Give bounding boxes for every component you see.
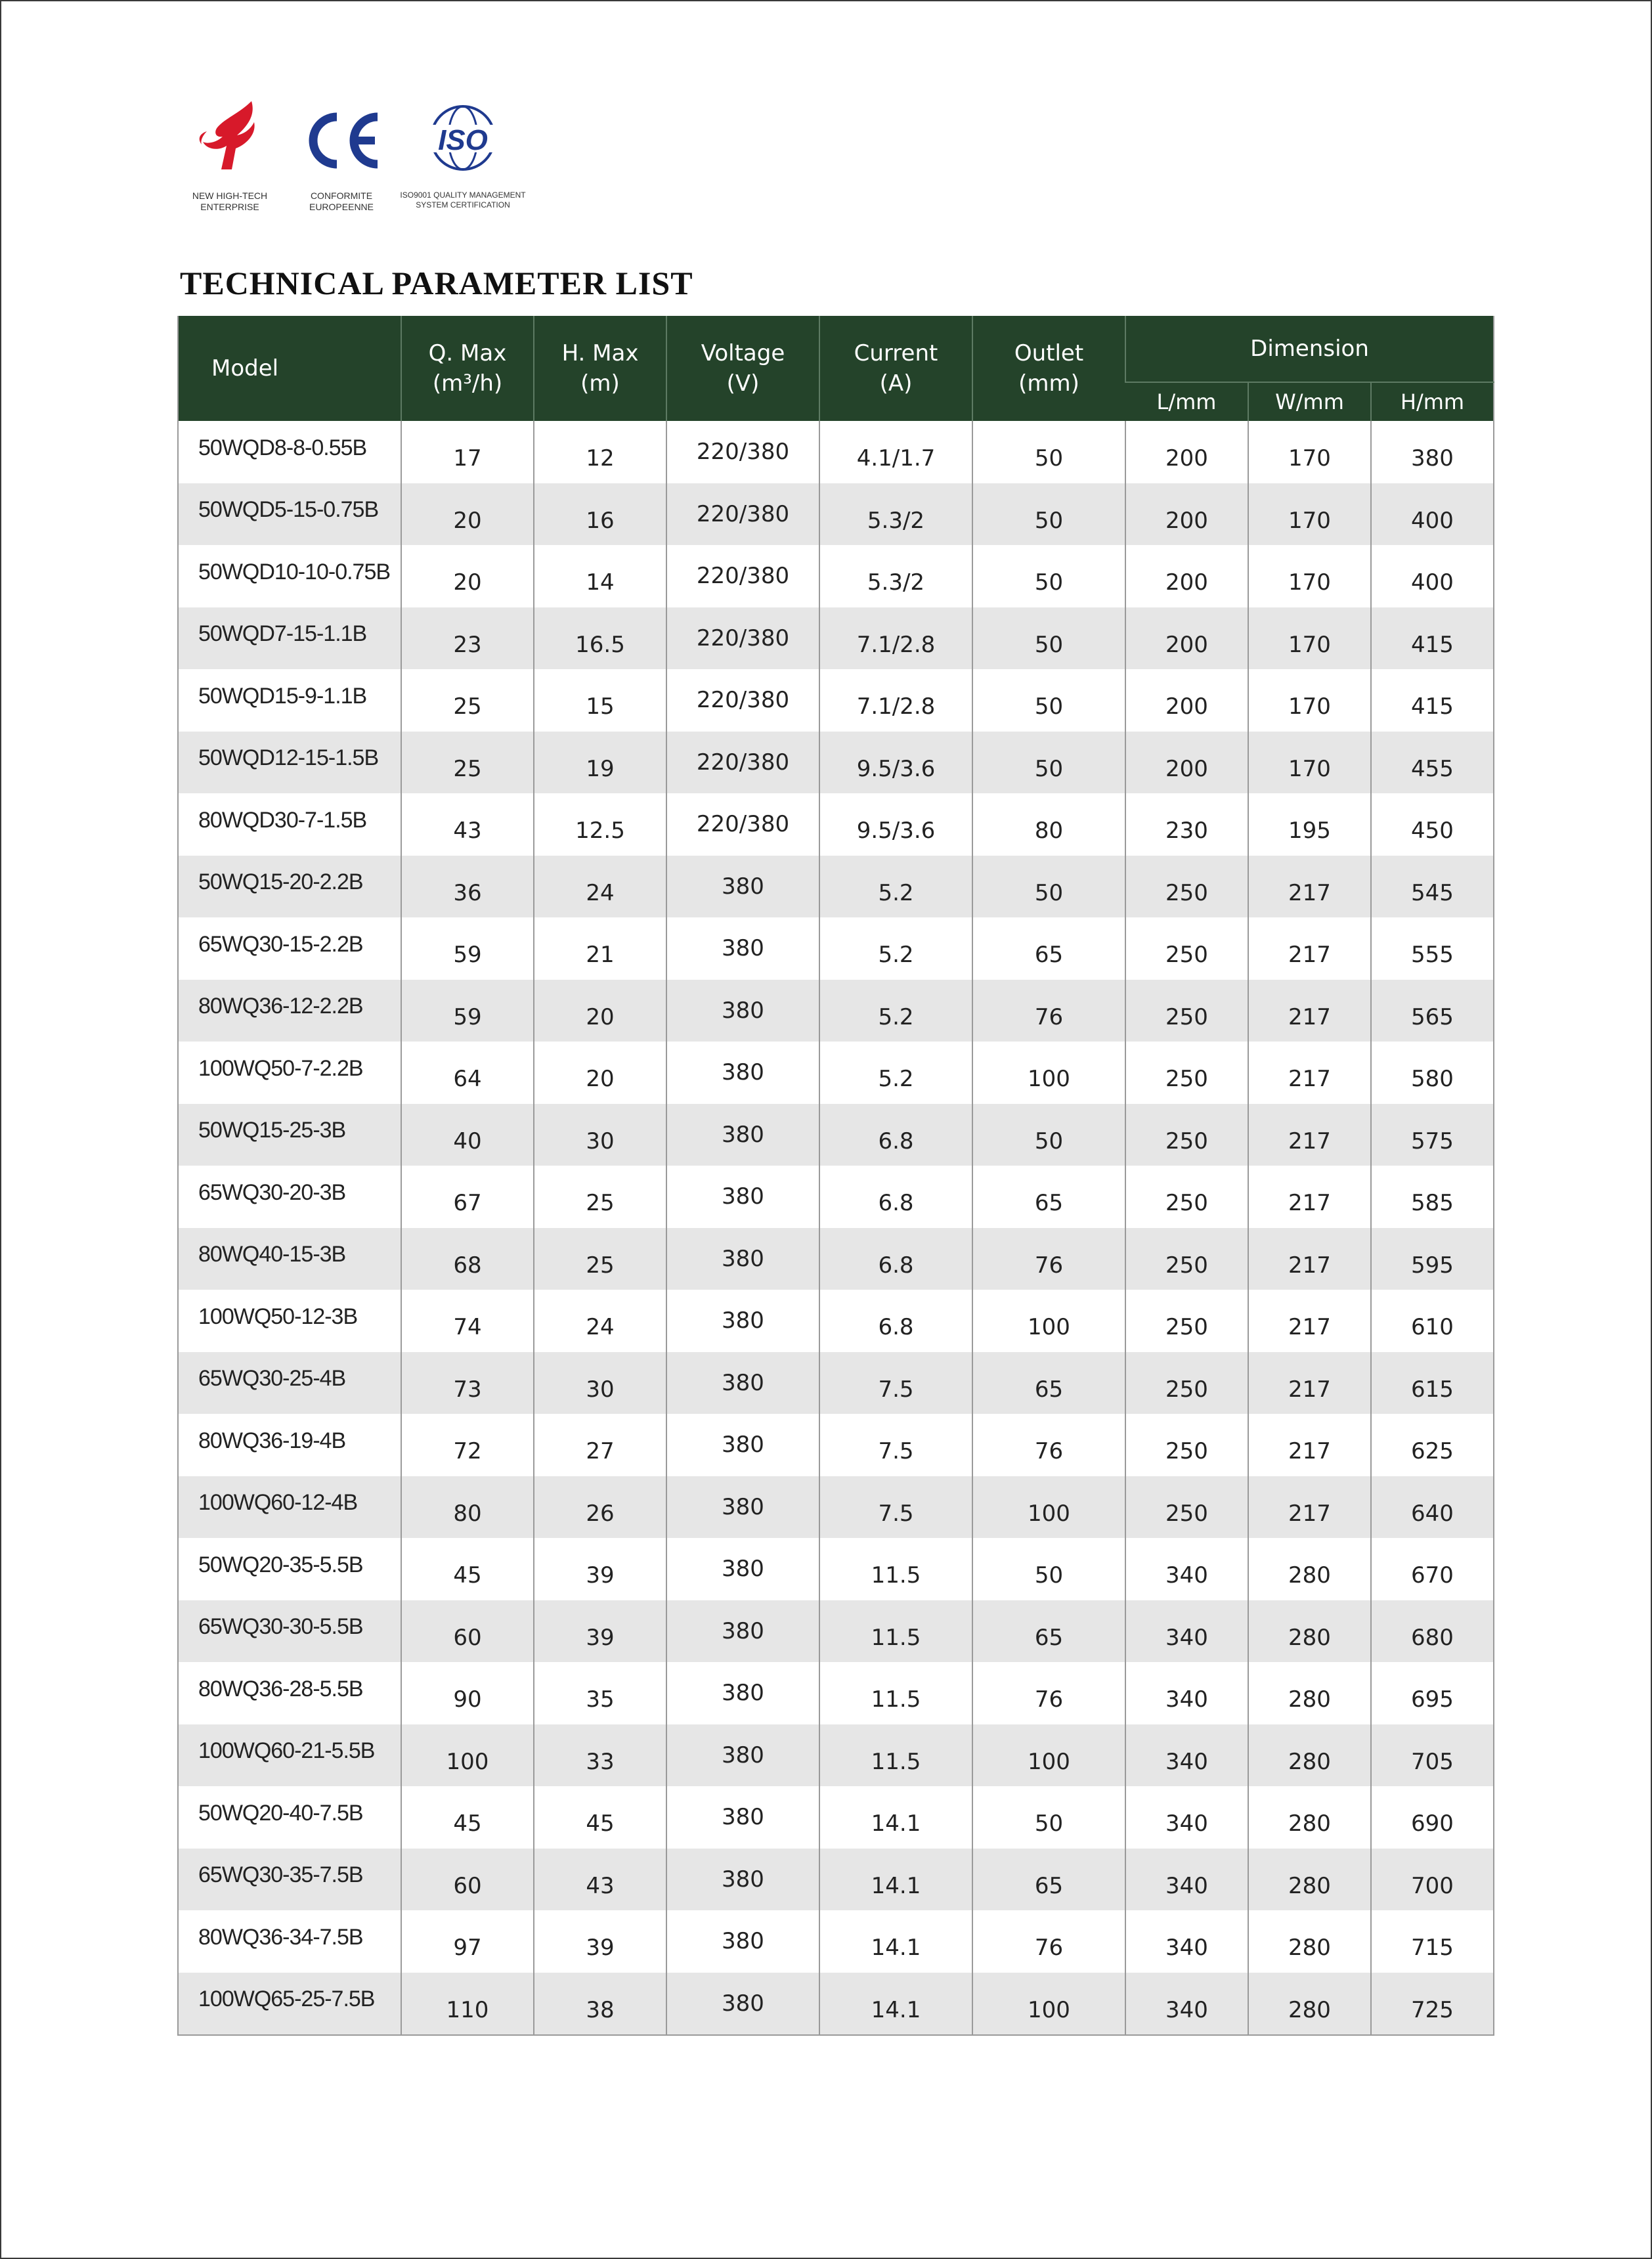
outlet-cell: 50 (972, 1786, 1125, 1849)
dim-h-cell: 625 (1371, 1414, 1494, 1476)
dim-h-cell: 615 (1371, 1352, 1494, 1415)
dim-h-cell: 640 (1371, 1476, 1494, 1539)
table-row (178, 793, 1494, 856)
dim-w-cell: 217 (1248, 1290, 1371, 1352)
table-row (178, 1166, 1494, 1228)
model-cell: 100WQ60-21-5.5B (198, 1738, 375, 1764)
dim-l-cell: 250 (1125, 1352, 1248, 1415)
voltage-cell: 220/380 (666, 545, 819, 607)
dim-l-cell: 250 (1125, 1414, 1248, 1476)
dim-h-cell: 545 (1371, 856, 1494, 918)
dim-l-cell: 340 (1125, 1662, 1248, 1724)
hmax-cell: 15 (534, 669, 666, 732)
header-qmax: Q. Max (m³/h) (401, 316, 534, 421)
hmax-cell: 35 (534, 1662, 666, 1724)
header-dim-l: L/mm (1125, 382, 1248, 421)
model-cell: 80WQ36-28-5.5B (198, 1676, 363, 1701)
voltage-cell: 380 (666, 1600, 819, 1663)
model-cell: 100WQ50-7-2.2B (198, 1055, 363, 1081)
dim-w-cell: 217 (1248, 1042, 1371, 1104)
dim-w-cell: 170 (1248, 483, 1371, 546)
dim-h-cell: 705 (1371, 1724, 1494, 1787)
qmax-cell: 59 (401, 917, 534, 980)
qmax-cell: 64 (401, 1042, 534, 1104)
current-cell: 14.1 (819, 1973, 972, 2036)
qmax-cell: 60 (401, 1849, 534, 1911)
hmax-cell: 20 (534, 980, 666, 1042)
qmax-cell: 60 (401, 1600, 534, 1663)
hmax-cell: 16 (534, 483, 666, 546)
new-high-tech-caption: NEW HIGH-TECH ENTERPRISE (192, 190, 268, 212)
header-dimension: Dimension (1125, 316, 1494, 382)
table-row (178, 1849, 1494, 1911)
voltage-cell: 380 (666, 1352, 819, 1415)
model-cell: 80WQ36-34-7.5B (198, 1924, 363, 1950)
dim-l-cell: 230 (1125, 793, 1248, 856)
voltage-cell: 380 (666, 980, 819, 1042)
voltage-cell: 380 (666, 1724, 819, 1787)
dim-h-cell: 400 (1371, 483, 1494, 546)
model-cell: 65WQ30-35-7.5B (198, 1862, 363, 1888)
new-high-tech-logo-icon (194, 99, 266, 184)
outlet-cell: 100 (972, 1290, 1125, 1352)
qmax-cell: 73 (401, 1352, 534, 1415)
voltage-cell: 220/380 (666, 421, 819, 483)
outlet-cell: 50 (972, 669, 1125, 732)
dim-h-cell: 690 (1371, 1786, 1494, 1849)
dim-w-cell: 170 (1248, 607, 1371, 670)
dim-h-cell: 585 (1371, 1166, 1494, 1228)
hmax-cell: 30 (534, 1104, 666, 1166)
dim-w-cell: 217 (1248, 1166, 1371, 1228)
dim-l-cell: 200 (1125, 421, 1248, 483)
dim-l-cell: 200 (1125, 669, 1248, 732)
table-row (178, 1290, 1494, 1352)
model-cell: 50WQ15-20-2.2B (198, 869, 363, 895)
qmax-cell: 45 (401, 1786, 534, 1849)
dim-l-cell: 340 (1125, 1538, 1248, 1600)
qmax-cell: 80 (401, 1476, 534, 1539)
dim-w-cell: 217 (1248, 917, 1371, 980)
dim-w-cell: 170 (1248, 421, 1371, 483)
qmax-cell: 17 (401, 421, 534, 483)
table-row (178, 1600, 1494, 1663)
qmax-cell: 25 (401, 669, 534, 732)
voltage-cell: 380 (666, 1786, 819, 1849)
dim-w-cell: 217 (1248, 1414, 1371, 1476)
voltage-cell: 220/380 (666, 607, 819, 670)
svg-text:ISO: ISO (438, 124, 488, 156)
current-cell: 5.2 (819, 1042, 972, 1104)
hmax-cell: 12.5 (534, 793, 666, 856)
voltage-cell: 380 (666, 1973, 819, 2036)
current-cell: 7.1/2.8 (819, 669, 972, 732)
hmax-cell: 14 (534, 545, 666, 607)
voltage-cell: 380 (666, 1166, 819, 1228)
voltage-cell: 380 (666, 1476, 819, 1539)
current-cell: 5.2 (819, 980, 972, 1042)
current-cell: 7.5 (819, 1352, 972, 1415)
table-row (178, 1724, 1494, 1787)
outlet-cell: 65 (972, 1600, 1125, 1663)
model-cell: 50WQD5-15-0.75B (198, 497, 379, 523)
dim-l-cell: 250 (1125, 1228, 1248, 1290)
qmax-cell: 74 (401, 1290, 534, 1352)
header-dim-w: W/mm (1248, 382, 1371, 421)
dim-w-cell: 170 (1248, 732, 1371, 794)
iso-caption: ISO9001 QUALITY MANAGEMENT SYSTEM CERTIFICATION (400, 190, 526, 209)
voltage-cell: 220/380 (666, 793, 819, 856)
voltage-cell: 380 (666, 1104, 819, 1166)
qmax-cell: 40 (401, 1104, 534, 1166)
voltage-cell: 380 (666, 917, 819, 980)
voltage-cell: 380 (666, 1849, 819, 1911)
voltage-cell: 380 (666, 1538, 819, 1600)
table-row (178, 732, 1494, 794)
model-cell: 50WQ20-40-7.5B (198, 1800, 363, 1826)
voltage-cell: 380 (666, 1290, 819, 1352)
hmax-cell: 24 (534, 1290, 666, 1352)
dim-l-cell: 340 (1125, 1849, 1248, 1911)
table-body (178, 421, 1494, 2035)
dim-h-cell: 380 (1371, 421, 1494, 483)
hmax-cell: 19 (534, 732, 666, 794)
model-cell: 100WQ65-25-7.5B (198, 1986, 375, 2012)
model-cell: 50WQD15-9-1.1B (198, 683, 367, 709)
qmax-cell: 36 (401, 856, 534, 918)
current-cell: 7.1/2.8 (819, 607, 972, 670)
dim-h-cell: 400 (1371, 545, 1494, 607)
model-cell: 50WQD10-10-0.75B (198, 559, 391, 584)
outlet-cell: 76 (972, 1662, 1125, 1724)
dim-h-cell: 455 (1371, 732, 1494, 794)
outlet-cell: 65 (972, 1352, 1125, 1415)
qmax-cell: 68 (401, 1228, 534, 1290)
dim-l-cell: 250 (1125, 980, 1248, 1042)
dim-h-cell: 610 (1371, 1290, 1494, 1352)
current-cell: 5.3/2 (819, 483, 972, 546)
dim-w-cell: 280 (1248, 1973, 1371, 2036)
outlet-cell: 50 (972, 1104, 1125, 1166)
table-header-row (178, 316, 1494, 382)
dim-h-cell: 695 (1371, 1662, 1494, 1724)
current-cell: 5.2 (819, 917, 972, 980)
certification-logos (177, 99, 545, 230)
dim-w-cell: 217 (1248, 1104, 1371, 1166)
outlet-cell: 50 (972, 732, 1125, 794)
hmax-cell: 24 (534, 856, 666, 918)
outlet-cell: 50 (972, 421, 1125, 483)
table-row (178, 1786, 1494, 1849)
model-cell: 50WQD12-15-1.5B (198, 745, 379, 771)
dim-w-cell: 280 (1248, 1724, 1371, 1787)
dim-w-cell: 280 (1248, 1662, 1371, 1724)
dim-l-cell: 200 (1125, 483, 1248, 546)
dim-l-cell: 250 (1125, 856, 1248, 918)
dim-h-cell: 595 (1371, 1228, 1494, 1290)
table-row (178, 1973, 1494, 2036)
dim-w-cell: 280 (1248, 1786, 1371, 1849)
dim-w-cell: 217 (1248, 1476, 1371, 1539)
model-cell: 50WQD8-8-0.55B (198, 435, 367, 460)
model-cell: 65WQ30-15-2.2B (198, 931, 363, 957)
model-cell: 65WQ30-25-4B (198, 1366, 346, 1392)
table-row (178, 421, 1494, 483)
dim-l-cell: 250 (1125, 1476, 1248, 1539)
current-cell: 11.5 (819, 1538, 972, 1600)
table-row (178, 1538, 1494, 1600)
dim-l-cell: 250 (1125, 1042, 1248, 1104)
model-cell: 100WQ50-12-3B (198, 1304, 358, 1329)
hmax-cell: 20 (534, 1042, 666, 1104)
voltage-cell: 380 (666, 1414, 819, 1476)
qmax-cell: 45 (401, 1538, 534, 1600)
voltage-cell: 380 (666, 1228, 819, 1290)
header-dim-h: H/mm (1371, 382, 1494, 421)
dim-w-cell: 280 (1248, 1538, 1371, 1600)
voltage-cell: 380 (666, 1910, 819, 1973)
hmax-cell: 30 (534, 1352, 666, 1415)
voltage-cell: 380 (666, 1662, 819, 1724)
hmax-cell: 21 (534, 917, 666, 980)
dim-l-cell: 250 (1125, 1166, 1248, 1228)
table-row (178, 1104, 1494, 1166)
outlet-cell: 100 (972, 1476, 1125, 1539)
outlet-cell: 50 (972, 483, 1125, 546)
dim-h-cell: 700 (1371, 1849, 1494, 1911)
current-cell: 14.1 (819, 1910, 972, 1973)
model-cell: 65WQ30-30-5.5B (198, 1614, 363, 1640)
outlet-cell: 50 (972, 545, 1125, 607)
table-row (178, 1910, 1494, 1973)
current-cell: 7.5 (819, 1414, 972, 1476)
current-cell: 5.2 (819, 856, 972, 918)
qmax-cell: 100 (401, 1724, 534, 1787)
hmax-cell: 26 (534, 1476, 666, 1539)
outlet-cell: 100 (972, 1724, 1125, 1787)
hmax-cell: 45 (534, 1786, 666, 1849)
table-row (178, 1228, 1494, 1290)
current-cell: 4.1/1.7 (819, 421, 972, 483)
dim-h-cell: 715 (1371, 1910, 1494, 1973)
current-cell: 11.5 (819, 1600, 972, 1663)
dim-l-cell: 340 (1125, 1786, 1248, 1849)
table-row (178, 1042, 1494, 1104)
outlet-cell: 100 (972, 1973, 1125, 2036)
table-row (178, 856, 1494, 918)
dim-h-cell: 555 (1371, 917, 1494, 980)
table-row (178, 1352, 1494, 1415)
header-hmax: H. Max (m) (534, 316, 666, 421)
current-cell: 6.8 (819, 1166, 972, 1228)
dim-w-cell: 170 (1248, 669, 1371, 732)
technical-parameter-table (177, 316, 1494, 2036)
outlet-cell: 76 (972, 1228, 1125, 1290)
ce-caption: CONFORMITE EUROPEENNE (309, 190, 374, 212)
hmax-cell: 39 (534, 1910, 666, 1973)
qmax-cell: 20 (401, 545, 534, 607)
current-cell: 11.5 (819, 1662, 972, 1724)
voltage-cell: 380 (666, 856, 819, 918)
current-cell: 11.5 (819, 1724, 972, 1787)
dim-h-cell: 680 (1371, 1600, 1494, 1663)
dim-w-cell: 280 (1248, 1910, 1371, 1973)
hmax-cell: 16.5 (534, 607, 666, 670)
table-row (178, 669, 1494, 732)
model-cell: 100WQ60-12-4B (198, 1490, 358, 1516)
table-row (178, 980, 1494, 1042)
iso-logo (394, 99, 532, 210)
model-cell: 80WQD30-7-1.5B (198, 807, 367, 833)
dim-h-cell: 580 (1371, 1042, 1494, 1104)
outlet-cell: 65 (972, 1849, 1125, 1911)
dim-l-cell: 340 (1125, 1973, 1248, 2036)
current-cell: 14.1 (819, 1786, 972, 1849)
ce-mark-logo (289, 99, 394, 213)
dim-h-cell: 575 (1371, 1104, 1494, 1166)
qmax-cell: 25 (401, 732, 534, 794)
model-cell: 50WQ20-35-5.5B (198, 1552, 363, 1577)
current-cell: 9.5/3.6 (819, 793, 972, 856)
dim-h-cell: 450 (1371, 793, 1494, 856)
model-cell: 80WQ40-15-3B (198, 1242, 346, 1267)
qmax-cell: 20 (401, 483, 534, 546)
qmax-cell: 72 (401, 1414, 534, 1476)
outlet-cell: 76 (972, 980, 1125, 1042)
qmax-cell: 90 (401, 1662, 534, 1724)
ce-mark-icon (299, 99, 384, 184)
dim-w-cell: 217 (1248, 856, 1371, 918)
voltage-cell: 220/380 (666, 483, 819, 546)
outlet-cell: 80 (972, 793, 1125, 856)
qmax-cell: 67 (401, 1166, 534, 1228)
current-cell: 6.8 (819, 1228, 972, 1290)
voltage-cell: 220/380 (666, 669, 819, 732)
model-cell: 50WQ15-25-3B (198, 1118, 346, 1143)
qmax-cell: 43 (401, 793, 534, 856)
header-current: Current (A) (819, 316, 972, 421)
dim-w-cell: 217 (1248, 1228, 1371, 1290)
dim-h-cell: 415 (1371, 607, 1494, 670)
dim-w-cell: 217 (1248, 980, 1371, 1042)
outlet-cell: 50 (972, 1538, 1125, 1600)
hmax-cell: 25 (534, 1228, 666, 1290)
dim-l-cell: 200 (1125, 545, 1248, 607)
dim-l-cell: 200 (1125, 607, 1248, 670)
dim-h-cell: 725 (1371, 1973, 1494, 2036)
model-cell: 65WQ30-20-3B (198, 1179, 346, 1205)
dim-w-cell: 195 (1248, 793, 1371, 856)
outlet-cell: 76 (972, 1910, 1125, 1973)
hmax-cell: 27 (534, 1414, 666, 1476)
hmax-cell: 12 (534, 421, 666, 483)
table-row (178, 545, 1494, 607)
dim-h-cell: 670 (1371, 1538, 1494, 1600)
qmax-cell: 110 (401, 1973, 534, 2036)
hmax-cell: 39 (534, 1600, 666, 1663)
model-cell: 80WQ36-19-4B (198, 1428, 346, 1453)
outlet-cell: 50 (972, 607, 1125, 670)
header-outlet: Outlet (mm) (972, 316, 1125, 421)
page-title: TECHNICAL PARAMETER LIST (180, 265, 693, 301)
iso-globe-icon (420, 99, 506, 184)
hmax-cell: 38 (534, 1973, 666, 2036)
table-row (178, 1414, 1494, 1476)
table-row (178, 1662, 1494, 1724)
model-cell: 50WQD7-15-1.1B (198, 621, 367, 647)
dim-l-cell: 250 (1125, 1104, 1248, 1166)
new-high-tech-logo (177, 99, 282, 213)
dim-l-cell: 340 (1125, 1600, 1248, 1663)
dim-l-cell: 250 (1125, 1290, 1248, 1352)
outlet-cell: 65 (972, 917, 1125, 980)
current-cell: 6.8 (819, 1290, 972, 1352)
dim-l-cell: 250 (1125, 917, 1248, 980)
current-cell: 7.5 (819, 1476, 972, 1539)
hmax-cell: 25 (534, 1166, 666, 1228)
outlet-cell: 50 (972, 856, 1125, 918)
model-cell: 80WQ36-12-2.2B (198, 994, 363, 1019)
current-cell: 5.3/2 (819, 545, 972, 607)
outlet-cell: 65 (972, 1166, 1125, 1228)
outlet-cell: 76 (972, 1414, 1125, 1476)
table-row (178, 1476, 1494, 1539)
voltage-cell: 380 (666, 1042, 819, 1104)
table-row (178, 483, 1494, 546)
dim-h-cell: 565 (1371, 980, 1494, 1042)
dim-w-cell: 217 (1248, 1352, 1371, 1415)
hmax-cell: 33 (534, 1724, 666, 1787)
qmax-cell: 97 (401, 1910, 534, 1973)
dim-w-cell: 280 (1248, 1849, 1371, 1911)
table-row (178, 607, 1494, 670)
dim-l-cell: 200 (1125, 732, 1248, 794)
voltage-cell: 220/380 (666, 732, 819, 794)
dim-w-cell: 280 (1248, 1600, 1371, 1663)
dim-w-cell: 170 (1248, 545, 1371, 607)
hmax-cell: 43 (534, 1849, 666, 1911)
dim-h-cell: 415 (1371, 669, 1494, 732)
qmax-cell: 59 (401, 980, 534, 1042)
outlet-cell: 100 (972, 1042, 1125, 1104)
header-voltage: Voltage (V) (666, 316, 819, 421)
hmax-cell: 39 (534, 1538, 666, 1600)
header-model: Model (178, 316, 401, 421)
table-row (178, 917, 1494, 980)
current-cell: 6.8 (819, 1104, 972, 1166)
qmax-cell: 23 (401, 607, 534, 670)
current-cell: 14.1 (819, 1849, 972, 1911)
dim-l-cell: 340 (1125, 1910, 1248, 1973)
dim-l-cell: 340 (1125, 1724, 1248, 1787)
current-cell: 9.5/3.6 (819, 732, 972, 794)
